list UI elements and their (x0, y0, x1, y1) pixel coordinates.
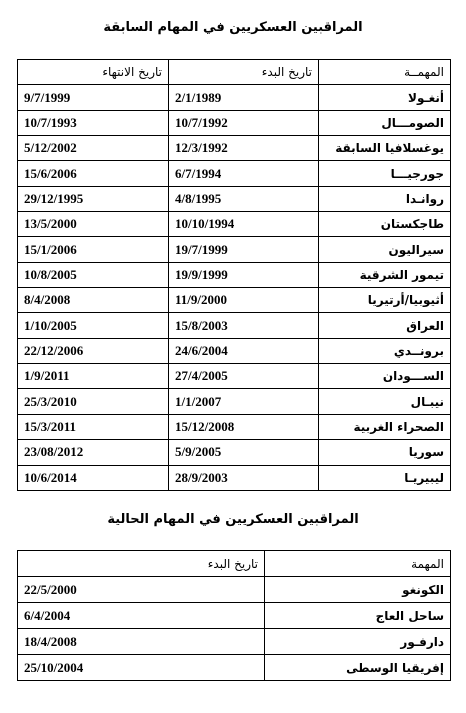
table-row (18, 313, 451, 338)
table-row (18, 389, 451, 414)
table-row (18, 237, 451, 262)
end-date: 10/6/2014 (18, 465, 169, 491)
mission-name: ساحل العاج (265, 603, 451, 629)
mission-name: أثيوبيا/أرتيريا (319, 288, 451, 313)
end-date: 1/10/2005 (18, 313, 169, 338)
start-date: 19/7/1999 (169, 237, 319, 262)
end-date: 15/1/2006 (18, 237, 169, 262)
header-start-date: تاريخ البدء (169, 60, 319, 85)
past-missions-title: المراقبين العسكريين في المهام السابقة (103, 20, 363, 35)
mission-name: دارفـور (265, 629, 451, 655)
table-row (18, 85, 451, 110)
mission-name: إفريقيا الوسطى (265, 655, 451, 681)
current-missions-title: المراقبين العسكريين في المهام الحالية (107, 512, 359, 527)
end-date: 10/7/1993 (18, 110, 169, 135)
table-row (18, 338, 451, 363)
start-date: 12/3/1992 (169, 136, 319, 161)
start-date: 5/9/2005 (169, 440, 319, 465)
mission-name: الكونغو (265, 577, 451, 603)
start-date: 24/6/2004 (169, 338, 319, 363)
table-row (18, 212, 451, 237)
start-date: 15/8/2003 (169, 313, 319, 338)
table-row (18, 655, 451, 681)
start-date: 10/7/1992 (169, 110, 319, 135)
end-date: 9/7/1999 (18, 85, 169, 110)
header-start-date: تاريخ البدء (18, 551, 265, 577)
mission-name: جورجيـــا (319, 161, 451, 186)
mission-name: ليبيريـا (319, 465, 451, 491)
table-row (18, 288, 451, 313)
end-date: 13/5/2000 (18, 212, 169, 237)
start-date: 11/9/2000 (169, 288, 319, 313)
mission-name: سوريا (319, 440, 451, 465)
table-row (18, 465, 451, 491)
end-date: 15/6/2006 (18, 161, 169, 186)
mission-name: يوغسلافيا السابقة (319, 136, 451, 161)
table-row (18, 577, 451, 603)
mission-name: الصومـــال (319, 110, 451, 135)
table-row (18, 414, 451, 439)
start-date: 4/8/1995 (169, 186, 319, 211)
start-date: 19/9/1999 (169, 262, 319, 287)
start-date: 25/10/2004 (18, 655, 265, 681)
start-date: 10/10/1994 (169, 212, 319, 237)
end-date: 22/12/2006 (18, 338, 169, 363)
table-row (18, 136, 451, 161)
end-date: 5/12/2002 (18, 136, 169, 161)
start-date: 28/9/2003 (169, 465, 319, 491)
end-date: 29/12/1995 (18, 186, 169, 211)
mission-name: سيراليون (319, 237, 451, 262)
end-date: 15/3/2011 (18, 414, 169, 439)
start-date: 22/5/2000 (18, 577, 265, 603)
table-header-row (18, 551, 451, 577)
start-date: 2/1/1989 (169, 85, 319, 110)
end-date: 1/9/2011 (18, 364, 169, 389)
start-date: 6/4/2004 (18, 603, 265, 629)
mission-name: العراق (319, 313, 451, 338)
end-date: 23/08/2012 (18, 440, 169, 465)
mission-name: روانـدا (319, 186, 451, 211)
mission-name: أنغـولا (319, 85, 451, 110)
header-mission: المهمــة (319, 60, 451, 85)
table-row (18, 161, 451, 186)
table-header-row (18, 60, 451, 85)
table-row (18, 262, 451, 287)
start-date: 1/1/2007 (169, 389, 319, 414)
table-row (18, 603, 451, 629)
start-date: 27/4/2005 (169, 364, 319, 389)
header-mission: المهمة (265, 551, 451, 577)
mission-name: الســـودان (319, 364, 451, 389)
start-date: 18/4/2008 (18, 629, 265, 655)
mission-name: تيمور الشرقية (319, 262, 451, 287)
table-row (18, 110, 451, 135)
table-row (18, 629, 451, 655)
past-missions-table (17, 59, 451, 491)
start-date: 15/12/2008 (169, 414, 319, 439)
mission-name: نيبـال (319, 389, 451, 414)
mission-name: طاجكستان (319, 212, 451, 237)
mission-name: الصحراء الغربية (319, 414, 451, 439)
start-date: 6/7/1994 (169, 161, 319, 186)
header-end-date: تاريخ الانتهاء (18, 60, 169, 85)
end-date: 8/4/2008 (18, 288, 169, 313)
end-date: 10/8/2005 (18, 262, 169, 287)
table-row (18, 186, 451, 211)
mission-name: برونــدي (319, 338, 451, 363)
end-date: 25/3/2010 (18, 389, 169, 414)
table-row (18, 364, 451, 389)
table-row (18, 440, 451, 465)
current-missions-table (17, 550, 451, 681)
